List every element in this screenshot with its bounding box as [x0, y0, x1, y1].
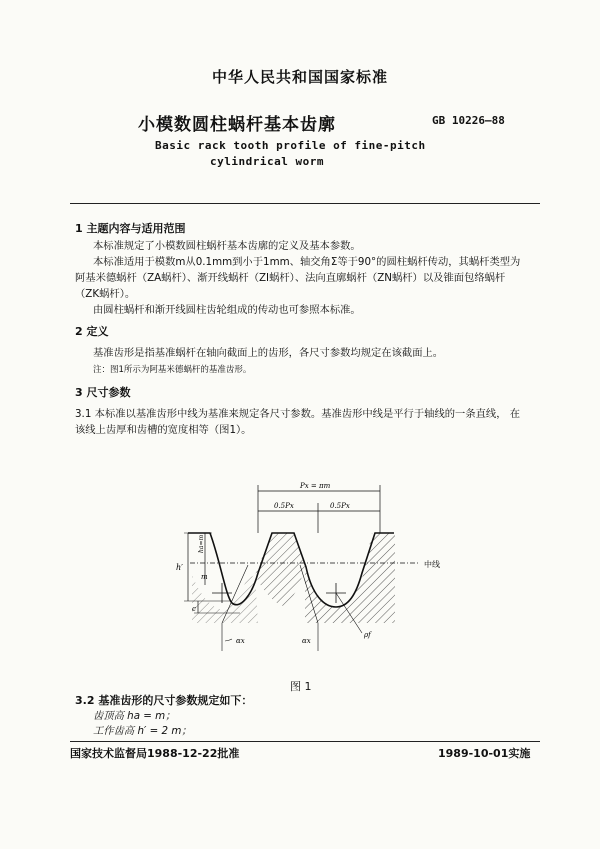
c-label: c [192, 605, 196, 613]
ha-label: ha=m [198, 534, 205, 553]
document-title-en-line2: cylindrical worm [210, 155, 324, 168]
section-3-2-title: 3.2 基准齿形的尺寸参数规定如下： [75, 694, 253, 707]
effective-date: 1989-10-01实施 [438, 747, 531, 760]
tooth-hatch-right [305, 533, 395, 623]
section-2-note: 注：图1所示为阿基米德蜗杆的基准齿形。 [93, 365, 252, 375]
header-divider [70, 203, 540, 204]
section-3-title: 3 尺寸参数 [75, 386, 131, 399]
section-1-para-1: 本标准规定了小模数圆柱蜗杆基本齿廓的定义及基本参数。 [93, 240, 361, 252]
alpha-left-label: αx [236, 637, 245, 645]
figure-caption: 图 1 [290, 680, 312, 693]
alpha-right-label: αx [302, 637, 311, 645]
section-1-title: 1 主题内容与适用范围 [75, 222, 186, 235]
section-1-para-2-line-3: （ZK蜗杆）。 [75, 288, 136, 300]
section-3-1-line-2: 该线上齿厚和齿槽的宽度相等（图1）。 [75, 424, 252, 436]
document-title-cn: 小模数圆柱蜗杆基本齿廓 [138, 115, 336, 135]
section-3-2-item-1: 齿顶高 ha = m； [93, 710, 176, 722]
approval-date: 国家技术监督局1988-12-22批准 [70, 747, 240, 760]
pitch-label: Px = πm [300, 482, 331, 490]
standard-code: GB 10226—88 [432, 114, 505, 127]
standard-header: 中华人民共和国国家标准 [211, 68, 388, 86]
section-2-para: 基准齿形是指基准蜗杆在轴向截面上的齿形，各尺寸参数均规定在该截面上。 [93, 347, 444, 359]
section-1-para-3: 由圆柱蜗杆和渐开线圆柱齿轮组成的传动也可参照本标准。 [93, 304, 361, 316]
section-2-title: 2 定义 [75, 325, 109, 338]
m-label: m [201, 573, 208, 581]
document-title-en-line1: Basic rack tooth profile of fine-pitch [155, 139, 426, 152]
section-1-para-2-line-2: 阿基米德蜗杆（ZA蜗杆）、渐开线蜗杆（ZI蜗杆）、法向直廓蜗杆（ZN蜗杆）以及锥面包络蜗杆 [75, 272, 506, 284]
half-pitch-right-label: 0.5Px [330, 502, 350, 510]
footer-divider [70, 741, 540, 742]
section-3-2-item-2: 工作齿高 h′ = 2 m； [93, 725, 192, 737]
hprime-label: h′ [176, 563, 183, 572]
rho-label: ρf [364, 631, 371, 639]
basic-rack-tooth-profile-figure [0, 455, 600, 675]
half-pitch-left-label: 0.5Px [274, 502, 294, 510]
section-3-1-line-1: 3.1 本标准以基准齿形中线为基准来规定各尺寸参数。基准齿形中线是平行于轴线的一条直线， 在 [75, 408, 521, 420]
section-1-para-2-line-1: 本标准适用于模数m从0.1mm到小于1mm、轴交角Σ等于90°的圆柱蜗杆传动，其蜗杆类型为 [93, 256, 521, 268]
centerline-label: 中线 [424, 560, 440, 569]
pressure-angle-left-arc [225, 639, 232, 641]
